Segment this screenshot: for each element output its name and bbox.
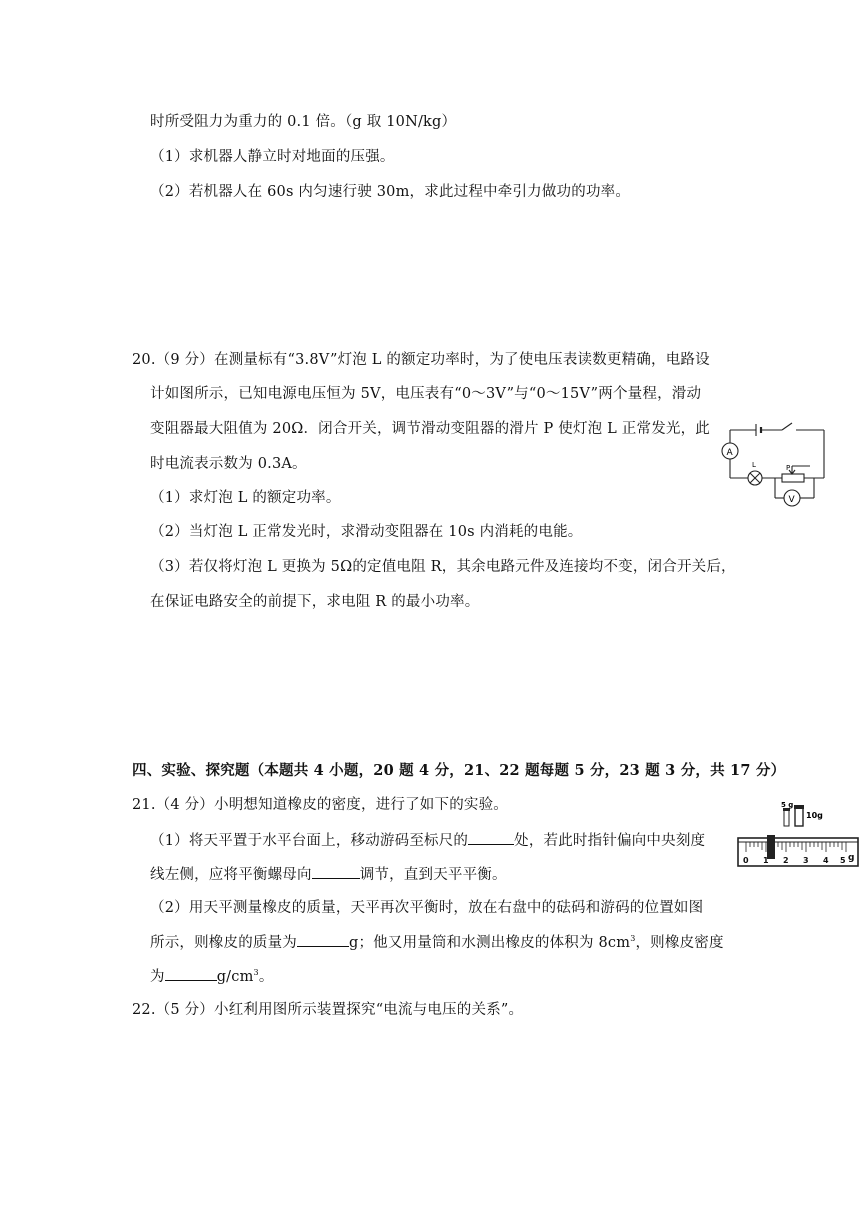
q21-text: ，则橡皮密度 [635,935,724,951]
answer-blank-1[interactable] [468,830,514,845]
scale-label-1: 1 [763,856,769,865]
scale-label-4: 4 [823,856,829,865]
q21-text: （1）将天平置于水平台面上，移动游码至标尺的 [150,833,469,849]
voltmeter-label: V [788,495,795,505]
q21-part2-line1: （2）用天平测量橡皮的质量，天平再次平衡时，放在右盘中的砝码和游码的位置如图 [150,900,704,916]
scale-label-5: 5 [840,856,846,865]
q21-line1: 21.（4 分）小明想知道橡皮的密度，进行了如下的实验。 [132,797,508,813]
slider-label: P [786,464,791,472]
q20-part3: （3）若仅将灯泡 L 更换为 5Ω的定值电阻 R，其余电路元件及连接均不变，闭合开关后， [150,559,736,575]
scale-label-2: 2 [783,856,789,865]
weight-10g-label: 10g [806,811,823,820]
scale-unit: g [848,853,855,863]
answer-blank-2[interactable] [312,864,360,879]
q21-text: g；他又用量筒和水测出橡皮的体积为 8cm [349,935,631,951]
q19-line1: 时所受阻力为重力的 0.1 倍。（g 取 10N/kg） [150,114,457,130]
q20-part2: （2）当灯泡 L 正常发光时，求滑动变阻器在 10s 内消耗的电能。 [150,524,583,540]
section-heading: 四、实验、探究题（本题共 4 小题，20 题 4 分，21、22 题每题 5 分，23 题 3 分，共 17 分） [132,762,786,779]
q20-part1: （1）求灯泡 L 的额定功率。 [150,490,341,506]
scale-label-3: 3 [803,856,809,865]
balance-scale-figure [734,798,862,870]
q20-line2: 计如图所示，已知电源电压恒为 5V，电压表有“0～3V”与“0～15V”两个量程，滑动 [150,386,702,402]
q22-line1: 22.（5 分）小红利用图所示装置探究“电流与电压的关系”。 [132,1002,524,1018]
q20-part4: 在保证电路安全的前提下，求电阻 R 的最小功率。 [150,594,480,610]
rheostat-symbol [782,474,804,482]
q21-part2-line2 [150,932,724,953]
q21-text: 为 [150,969,165,985]
q21-text: 所示，则橡皮的质量为 [150,935,297,951]
q19-part2: （2）若机器人在 60s 内匀速行驶 30m，求此过程中牵引力做功的功率。 [150,184,631,200]
q21-text: 处，若此时指针偏向中央刻度 [514,833,706,849]
answer-blank-4[interactable] [165,966,217,981]
q20-line3: 变阻器最大阻值为 20Ω．闭合开关，调节滑动变阻器的滑片 P 使灯泡 L 正常发光，此 [150,421,711,437]
q21-text: 。 [258,969,274,985]
q20-line1: 20.（9 分）在测量标有“3.8V”灯泡 L 的额定功率时，为了使电压表读数更精确，电路设 [132,352,710,368]
ammeter-label: A [726,448,733,458]
lamp-label: L [752,461,756,469]
circuit-diagram [720,418,828,512]
scale-label-0: 0 [743,856,749,865]
weight-5g-label: 5 g [781,801,794,809]
answer-blank-3[interactable] [297,932,349,947]
q21-text: g/cm [216,969,254,985]
q21-sup: 3 [630,934,636,944]
q21-sup: 3 [253,968,259,978]
q21-part1-line2 [150,864,507,885]
q20-line4: 时电流表示数为 0.3A。 [150,456,307,472]
q19-part1: （1）求机器人静立时对地面的压强。 [150,149,395,165]
q21-text: 线左侧，应将平衡螺母向 [150,867,312,883]
q21-part2-line3 [150,966,274,987]
q21-text: 调节，直到天平平衡。 [359,867,507,883]
q21-part1-line1 [150,830,705,851]
